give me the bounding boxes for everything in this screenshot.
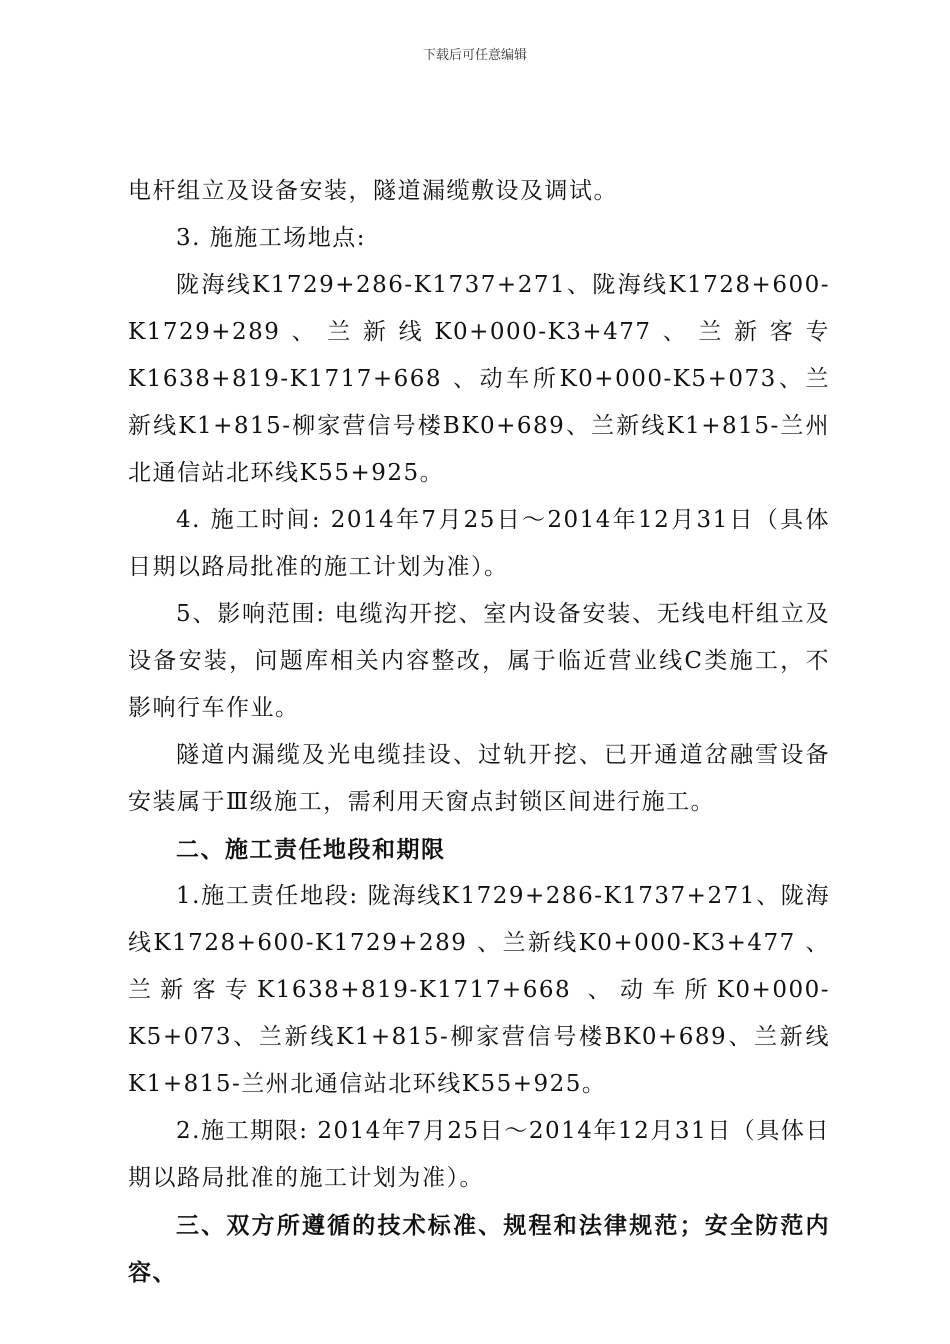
paragraph-site-heading: 3. 施施工场地点: xyxy=(176,225,367,251)
paragraph-construction-period: 2.施工期限: 2014年7月25日～2014年12月31日（具体日期以路局批准的施工计划为准）。 xyxy=(128,1118,830,1191)
paragraph-responsibility-section: 1.施工责任地段: 陇海线K1729+286-K1737+271、陇海线K1728+600-K1729+289 、兰新线K0+000-K3+477 、兰新客专K1638+819-K1717+668 、动车所K0+000-K5+073、兰新线K1+815-柳家营信号楼BK0+689、兰新线K1+815-兰州北通信站北环线K55+925。 xyxy=(128,883,830,1097)
paragraph-continuation: 电杆组立及设备安装，隧道漏缆敷设及调试。 xyxy=(128,178,618,204)
section-heading-3: 三、双方所遵循的技术标准、规程和法律规范；安全防范内容、 xyxy=(128,1212,830,1286)
paragraph-tunnel-work: 隧道内漏缆及光电缆挂设、过轨开挖、已开通道岔融雪设备安装属于Ⅲ级施工，需利用天窗点封锁区间进行施工。 xyxy=(128,742,830,815)
paragraph-impact-scope: 5、影响范围: 电缆沟开挖、室内设备安装、无线电杆组立及设备安装，问题库相关内容整改，属于临近营业线C类施工，不影响行车作业。 xyxy=(128,601,830,721)
header-note: 下载后可任意编辑 xyxy=(422,48,527,63)
document-body xyxy=(128,168,830,1296)
paragraph-construction-time: 4. 施工时间: 2014年7月25日～2014年12月31日（具体日期以路局批准的施工计划为准）。 xyxy=(128,507,830,580)
paragraph-site-locations: 陇海线K1729+286-K1737+271、陇海线K1728+600-K1729+289、兰新线K0+000-K3+477、兰新客专K1638+819-K1717+668 、动车所K0+000-K5+073、兰新线K1+815-柳家营信号楼BK0+689、兰新线K1+815-兰州北通信站北环线K55+925。 xyxy=(128,272,830,486)
section-heading-2: 二、施工责任地段和期限 xyxy=(176,836,446,863)
